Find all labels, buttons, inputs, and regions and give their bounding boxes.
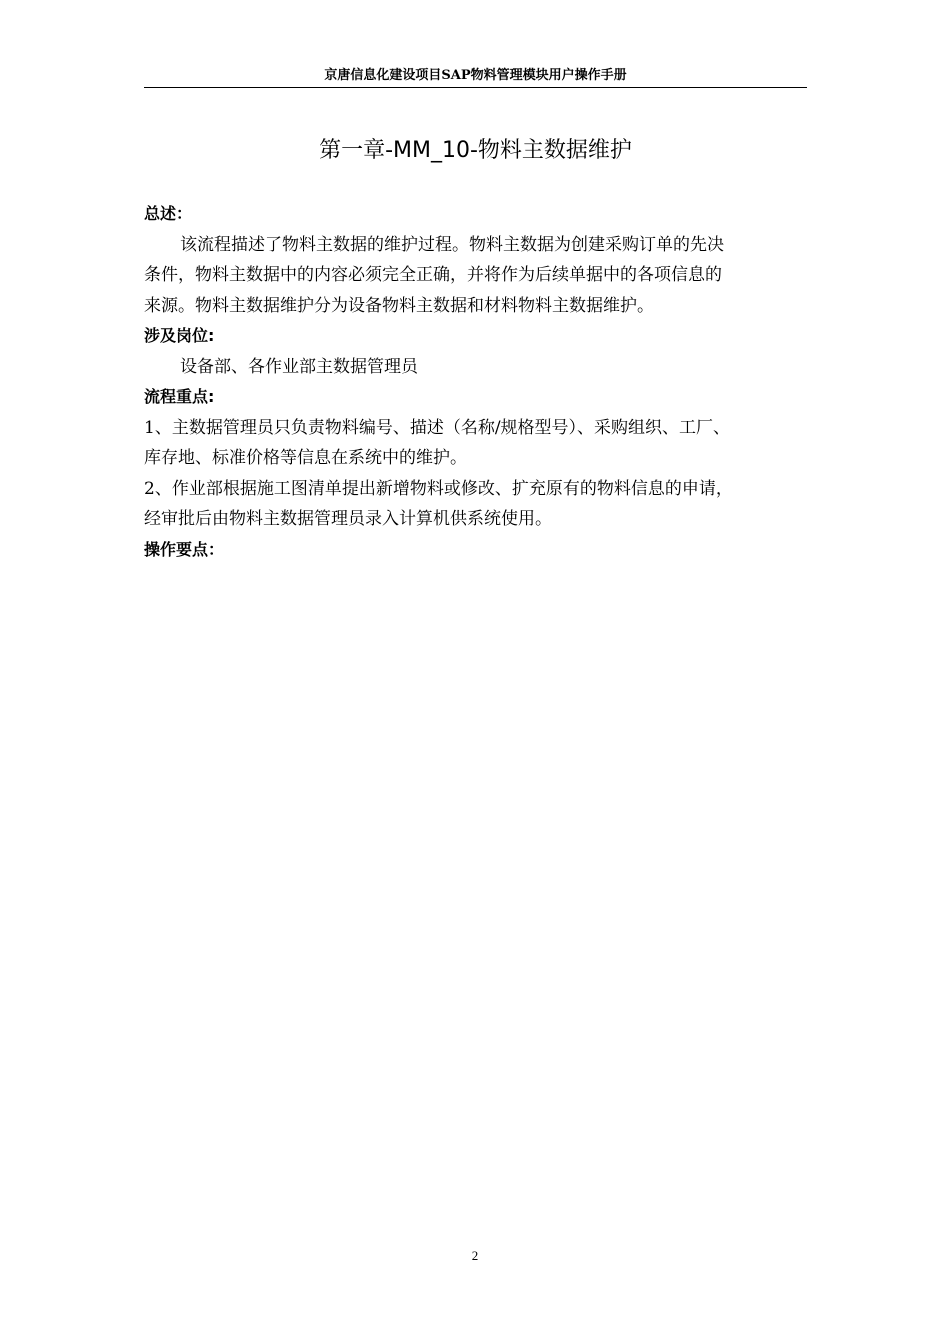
header-rule bbox=[144, 87, 807, 88]
key-points-heading: 流程重点: bbox=[144, 387, 215, 406]
document-body bbox=[144, 199, 824, 565]
key-point-item-1: 1、主数据管理员只负责物料编号、描述（名称/规格型号）、采购组织、工厂、 库存地、标准价格等信息在系统中的维护。 bbox=[144, 417, 731, 468]
positions-paragraph: 设备部、各作业部主数据管理员 bbox=[180, 356, 418, 377]
page-number: 2 bbox=[471, 1248, 479, 1263]
overview-heading: 总述： bbox=[144, 204, 193, 223]
key-point-item-2: 2、作业部根据施工图清单提出新增物料或修改、扩充原有的物料信息的申请， 经审批后由物料主数据管理员录入计算机供系统使用。 bbox=[144, 478, 733, 529]
operation-heading: 操作要点： bbox=[144, 539, 225, 559]
positions-heading: 涉及岗位: bbox=[144, 326, 215, 345]
running-header: 京唐信息化建设项目SAP物料管理模块用户操作手册 bbox=[324, 68, 627, 83]
overview-paragraph: 该流程描述了物料主数据的维护过程。物料主数据为创建采购订单的先决 条件，物料主数据中的内容必须完全正确，并将作为后续单据中的各项信息的 来源。物料主数据维护分为设备物料主数据和材料物料主数据维护。 bbox=[144, 234, 724, 316]
chapter-title: 第一章-MM_10-物料主数据维护 bbox=[319, 138, 632, 163]
